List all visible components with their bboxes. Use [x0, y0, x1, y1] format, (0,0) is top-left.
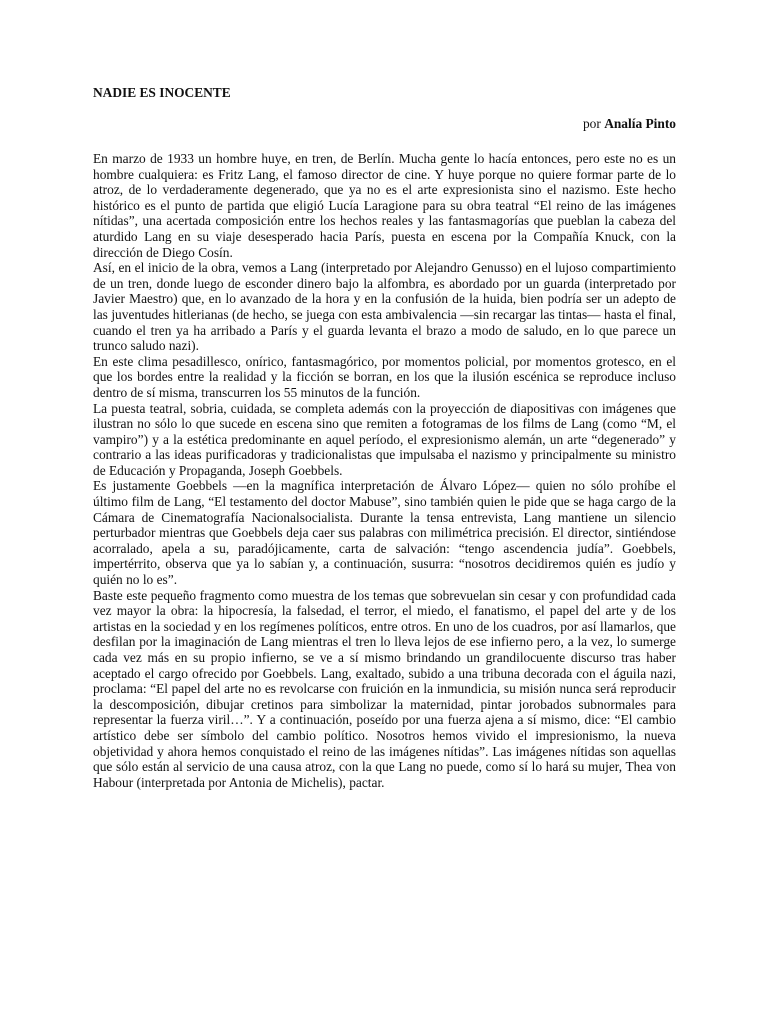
paragraph: En este clima pesadillesco, onírico, fantasmagórico, por momentos policial, por momentos grotesco, en el que los bordes entre la realidad y la ficción se borran, en los que la ilusión escénica se reproduce incluso dentro de sí misma, transcurren los 55 minutos de la función.: [93, 353, 676, 400]
author-name: Analía Pinto: [604, 116, 676, 131]
byline-prefix: por: [582, 116, 601, 131]
paragraph: La puesta teatral, sobria, cuidada, se completa además con la proyección de diapositivas con imágenes que ilustran no sólo lo que sucede en escena sino que remiten a fotogramas de los films de Lang (como “M, el vampiro”) y a la estética predominante en aquel período, el expresionismo alemán, un arte “degenerado” y contrario a las ideas purificadoras y tradicionalistas que impulsaba el nazismo y principalmente su ministro de Educación y Propaganda, Joseph Goebbels.: [93, 400, 676, 478]
paragraph: Es justamente Goebbels —en la magnífica interpretación de Álvaro López— quien no sólo prohíbe el último film de Lang, “El testamento del doctor Mabuse”, sino también quien le pide que se haga cargo de la Cámara de Cinematografía Nacionalsocialista. Durante la tensa entrevista, Lang mantiene un silencio perturbador mientras que Goebbels deja caer sus palabras con milimétrica precisión. El director, sintiéndose acorralado, apela a su, paradójicamente, carta de salvación: “tengo ascendencia judía”. Goebbels, impertérrito, observa que ya lo sabían y, a continuación, susurra: “nosotros decidiremos quién es judío y quién no lo es”.: [93, 478, 676, 588]
paragraph: Así, en el inicio de la obra, vemos a Lang (interpretado por Alejandro Genusso) en el lujoso compartimiento de un tren, donde luego de esconder dinero bajo la alfombra, es abordado por un guarda (interpretado por Javier Maestro) que, en lo avanzado de la hora y en la confusión de la huida, bien podría ser un adepto de las juventudes hitlerianas (de hecho, se juega con esta ambivalencia —sin recargar las tintas— hasta el final, cuando el tren ya ha arribado a París y el guarda levanta el brazo a modo de saludo, en lo que parece un trunco saludo nazi).: [93, 260, 676, 354]
article-title: NADIE ES INOCENTE: [93, 85, 231, 100]
document-page: [93, 84, 676, 790]
paragraph: Baste este pequeño fragmento como muestra de los temas que sobrevuelan sin cesar y con profundidad cada vez mayor la obra: la hipocresía, la falsedad, el terror, el miedo, el fanatismo, el papel del arte y de los artistas en la sociedad y en los regímenes políticos, entre otros. En uno de los cuadros, por así llamarlos, que desfilan por la imaginación de Lang mientras el tren lo lleva lejos de ese infierno pero, a la vez, lo sumerge cada vez más en su propio infierno, se ve a sí mismo brindando un grandilocuente discurso tras haber aceptado el cargo ofrecido por Goebbels. Lang, exaltado, subido a una tribuna decorada con el águila nazi, proclama: “El papel del arte no es revolcarse con fruición en la inmundicia, su misión nunca será reproducir la descomposición, dibujar cretinos para simbolizar la maternidad, pintar jorobados subnormales para representar la fuerza viril…”. Y a continuación, poseído por una fuerza ajena a sí mismo, dice: “El cambio artístico debe ser símbolo del cambio político. Nosotros hemos vivido el impresionismo, la nueva objetividad y ahora hemos conquistado el reino de las imágenes nítidas”. Las imágenes nítidas son aquellas que sólo están al servicio de una causa atroz, con la que Lang no puede, como sí lo hará su mujer, Thea von Habour (interpretada por Antonia de Michelis), pactar.: [93, 587, 676, 790]
byline: [93, 115, 676, 133]
paragraph: En marzo de 1933 un hombre huye, en tren, de Berlín. Mucha gente lo hacía entonces, pero este no es un hombre cualquiera: es Fritz Lang, el famoso director de cine. Y huye porque no quiere formar parte de lo atroz, de lo verdaderamente degenerado, que ya no es el arte expresionista sino el nazismo. Este hecho histórico es el punto de partida que eligió Lucía Laragione para su obra teatral “El reino de las imágenes nítidas”, una acertada composición entre los hechos reales y las fantasmagorías que pueblan la cabeza del aturdido Lang en su viaje desesperado hacia París, puesta en escena por la Compañía Knuck, con la dirección de Diego Cosín.: [93, 151, 676, 260]
article-body: [93, 151, 676, 790]
